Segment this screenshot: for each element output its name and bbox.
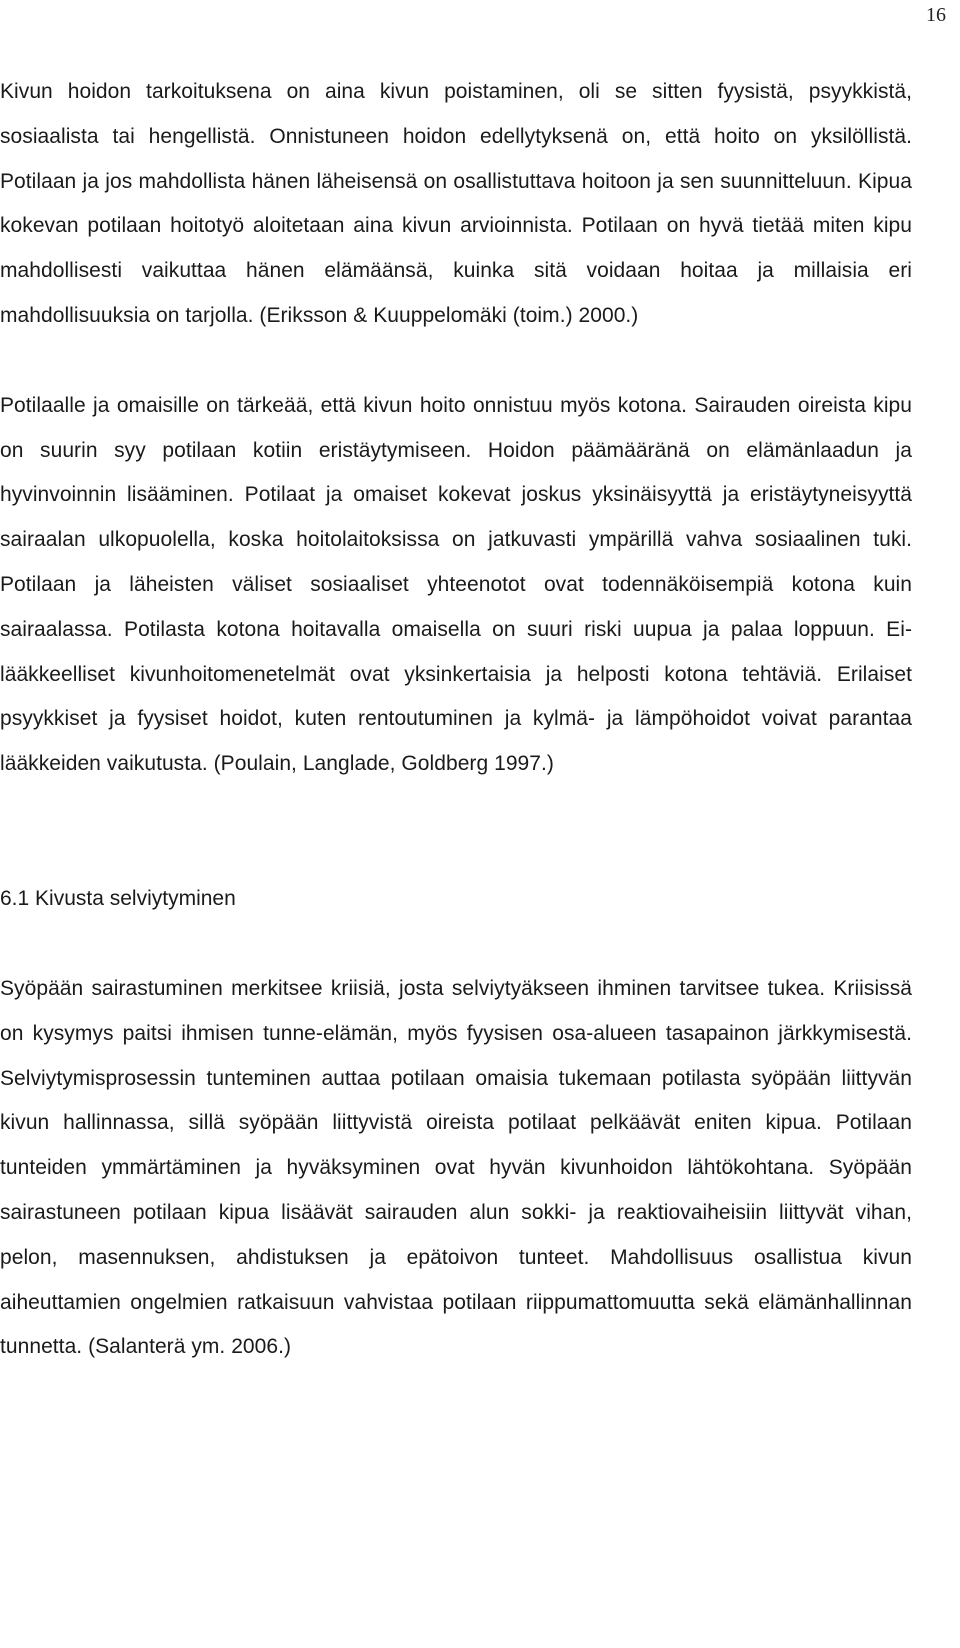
document-body [0,70,912,1370]
section-spacer [0,787,912,877]
paragraph-pain-treatment-goals: Kivun hoidon tarkoituksena on aina kivun poistaminen, oli se sitten fyysistä, psyykkistä, sosiaalista tai hengellistä. Onnistuneen hoidon edellytyksenä on, että hoito on yksilöllistä. Potilaan ja jos mahdollista hänen läheisensä on osallistuttava hoitoon ja sen suunnitteluun. Kipua kokevan potilaan hoitotyö aloitetaan aina kivun arvioinnista. Potilaan on hyvä tietää miten kipu mahdollisesti vaikuttaa hänen elämäänsä, kuinka sitä voidaan hoitaa ja millaisia eri mahdollisuuksia on tarjolla. (Eriksson & Kuuppelomäki (toim.) 2000.) [0,80,912,327]
section-heading: 6.1 Kivusta selviytyminen [0,886,236,910]
paragraph-spacer [0,339,912,384]
paragraph-coping: Syöpään sairastuminen merkitsee kriisiä, josta selviytyäkseen ihminen tarvitsee tukea. Kriisissä on kysymys paitsi ihmisen tunne-elämän, myös fyysisen osa-alueen tasapainon järkkymisestä. Selviytymisprosessin tunteminen auttaa potilaan omaisia tukemaan potilasta syöpään liittyvän kivun hallinnassa, sillä syöpään liittyvistä oireista potilaat pelkäävät eniten kipua. Potilaan tunteiden ymmärtäminen ja hyväksyminen ovat hyvän kivunhoidon lähtökohtana. Syöpään sairastuneen potilaan kipua lisäävät sairauden alun sokki- ja reaktiovaiheisiin liittyvät vihan, pelon, masennuksen, ahdistuksen ja epätoivon tunteet. Mahdollisuus osallistua kivun aiheuttamien ongelmien ratkaisuun vahvistaa potilaan riippumattomuutta sekä elämänhallinnan tunnetta. (Salanterä ym. 2006.) [0,976,912,1359]
heading-spacer [0,921,912,967]
page-number: 16 [926,4,946,26]
paragraph-home-care: Potilaalle ja omaisille on tärkeää, että kivun hoito onnistuu myös kotona. Sairauden oireista kipu on suurin syy potilaan kotiin eristäytymiseen. Hoidon päämääränä on elämänlaadun ja hyvinvoinnin lisääminen. Potilaat ja omaiset kokevat joskus yksinäisyyttä ja eristäytyneisyyttä sairaalan ulkopuolella, koska hoitolaitoksissa on jatkuvasti ympärillä vahva sosiaalinen tuki. Potilaan ja läheisten väliset sosiaaliset yhteenotot ovat todennäköisempiä kotona kuin sairaalassa. Potilasta kotona hoitavalla omaisella on suuri riski uupua ja palaa loppuun. Ei-lääkkeelliset kivunhoitomenetelmät ovat yksinkertaisia ja helposti kotona tehtäviä. Erilaiset psyykkiset ja fyysiset hoidot, kuten rentoutuminen ja kylmä- ja lämpöhoidot voivat parantaa lääkkeiden vaikutusta. (Poulain, Langlade, Goldberg 1997.) [0,393,912,776]
